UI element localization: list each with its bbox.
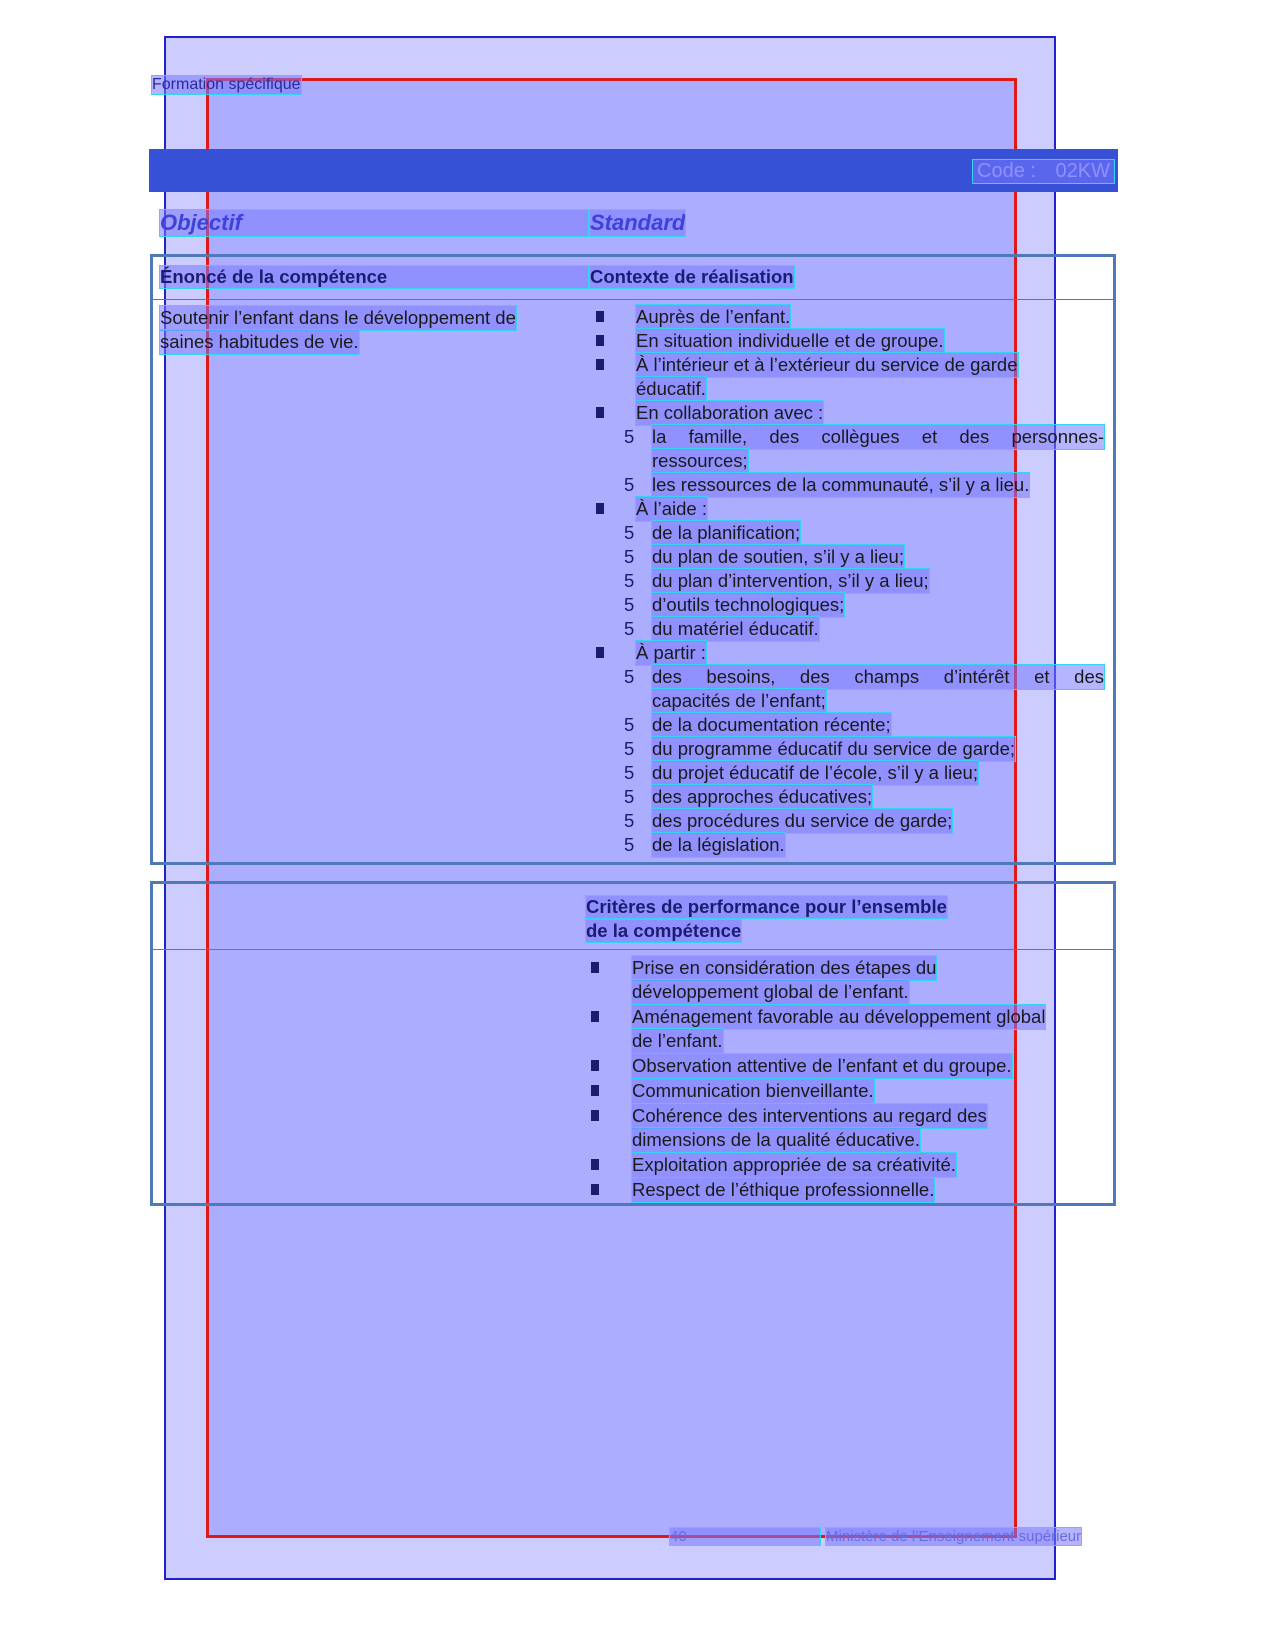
- competence-line: saines habitudes de vie.: [160, 331, 359, 352]
- criteria-header-line: de la compétence: [586, 920, 742, 941]
- context-sub-item: du plan d’intervention, s’il y a lieu;: [652, 570, 929, 591]
- sub-bullet-icon: 5: [624, 618, 635, 639]
- context-item: À l’aide :: [636, 498, 707, 519]
- sub-bullet-icon: 5: [624, 666, 635, 687]
- bullet-icon: [596, 647, 604, 658]
- sub-bullet-icon: 5: [624, 786, 635, 807]
- sub-bullet-icon: 5: [624, 810, 635, 831]
- sub-bullet-icon: 5: [624, 546, 635, 567]
- bullet-icon: [596, 359, 604, 370]
- footer-ministry: Ministère de l’Enseignement supérieur: [826, 1528, 1082, 1545]
- context-item: À partir :: [636, 642, 706, 663]
- context-item: Auprès de l’enfant.: [636, 306, 791, 327]
- criteria-header-line: Critères de performance pour l’ensemble: [586, 896, 947, 917]
- criteria-item: Aménagement favorable au développement global: [632, 1006, 1046, 1027]
- context-item: À l’intérieur et à l’extérieur du service de garde: [636, 354, 1018, 375]
- objective-title: Objectif: [160, 210, 588, 236]
- sub-bullet-icon: 5: [624, 762, 635, 783]
- context-sub-item: ressources;: [652, 450, 748, 471]
- context-sub-item: d’outils technologiques;: [652, 594, 845, 615]
- section-label: Formation spécifique: [152, 76, 301, 93]
- context-sub-item: des besoins, des champs d’intérêt et des: [652, 666, 1104, 687]
- bullet-icon: [596, 503, 604, 514]
- bullet-icon: [591, 1060, 599, 1071]
- code-value: 02KW: [1055, 160, 1110, 182]
- sub-bullet-icon: 5: [624, 426, 635, 447]
- sub-bullet-icon: 5: [624, 714, 635, 735]
- context-sub-item: du projet éducatif de l’école, s’il y a lieu;: [652, 762, 978, 783]
- bullet-icon: [591, 1085, 599, 1096]
- sub-bullet-icon: 5: [624, 474, 635, 495]
- context-sub-item: des approches éducatives;: [652, 786, 873, 807]
- context-item: En situation individuelle et de groupe.: [636, 330, 944, 351]
- context-sub-item: du matériel éducatif.: [652, 618, 819, 639]
- context-sub-item: de la planification;: [652, 522, 801, 543]
- code-label: Code :: [977, 160, 1036, 182]
- criteria-item: Cohérence des interventions au regard des: [632, 1105, 987, 1126]
- criteria-item: Communication bienveillante.: [632, 1080, 874, 1101]
- code-box: [973, 160, 1114, 183]
- sub-bullet-icon: 5: [624, 570, 635, 591]
- bullet-icon: [591, 1159, 599, 1170]
- bullet-icon: [591, 962, 599, 973]
- sub-bullet-icon: 5: [624, 834, 635, 855]
- page-number: 40: [670, 1528, 820, 1545]
- criteria-item: développement global de l’enfant.: [632, 981, 909, 1002]
- context-item: éducatif.: [636, 378, 706, 399]
- bullet-icon: [591, 1011, 599, 1022]
- criteria-item: Respect de l’éthique professionnelle.: [632, 1179, 935, 1200]
- context-item: En collaboration avec :: [636, 402, 824, 423]
- context-sub-item: de la législation.: [652, 834, 785, 855]
- criteria-item: dimensions de la qualité éducative.: [632, 1129, 920, 1150]
- context-sub-item: capacités de l’enfant;: [652, 690, 826, 711]
- table-header-rule: [153, 299, 1113, 300]
- criteria-header-rule: [153, 949, 1113, 950]
- sub-bullet-icon: 5: [624, 738, 635, 759]
- bullet-icon: [596, 335, 604, 346]
- context-sub-item: de la documentation récente;: [652, 714, 891, 735]
- sub-bullet-icon: 5: [624, 522, 635, 543]
- context-header: Contexte de réalisation: [590, 266, 794, 287]
- context-sub-item: les ressources de la communauté, s’il y a lieu.: [652, 474, 1030, 495]
- competence-header: Énoncé de la compétence: [160, 266, 588, 288]
- bullet-icon: [591, 1184, 599, 1195]
- standard-title: Standard: [590, 210, 686, 235]
- criteria-item: de l’enfant.: [632, 1030, 723, 1051]
- criteria-item: Prise en considération des étapes du: [632, 957, 937, 978]
- bullet-icon: [591, 1110, 599, 1121]
- context-sub-item: du programme éducatif du service de garde;: [652, 738, 1016, 759]
- bullet-icon: [596, 311, 604, 322]
- bullet-icon: [596, 407, 604, 418]
- criteria-item: Observation attentive de l’enfant et du groupe.: [632, 1055, 1012, 1076]
- competence-line: Soutenir l’enfant dans le développement de: [160, 307, 516, 328]
- context-sub-item: des procédures du service de garde;: [652, 810, 953, 831]
- context-sub-item: du plan de soutien, s’il y a lieu;: [652, 546, 904, 567]
- context-sub-item: la famille, des collègues et des personnes-: [652, 426, 1104, 447]
- criteria-item: Exploitation appropriée de sa créativité.: [632, 1154, 956, 1175]
- sub-bullet-icon: 5: [624, 594, 635, 615]
